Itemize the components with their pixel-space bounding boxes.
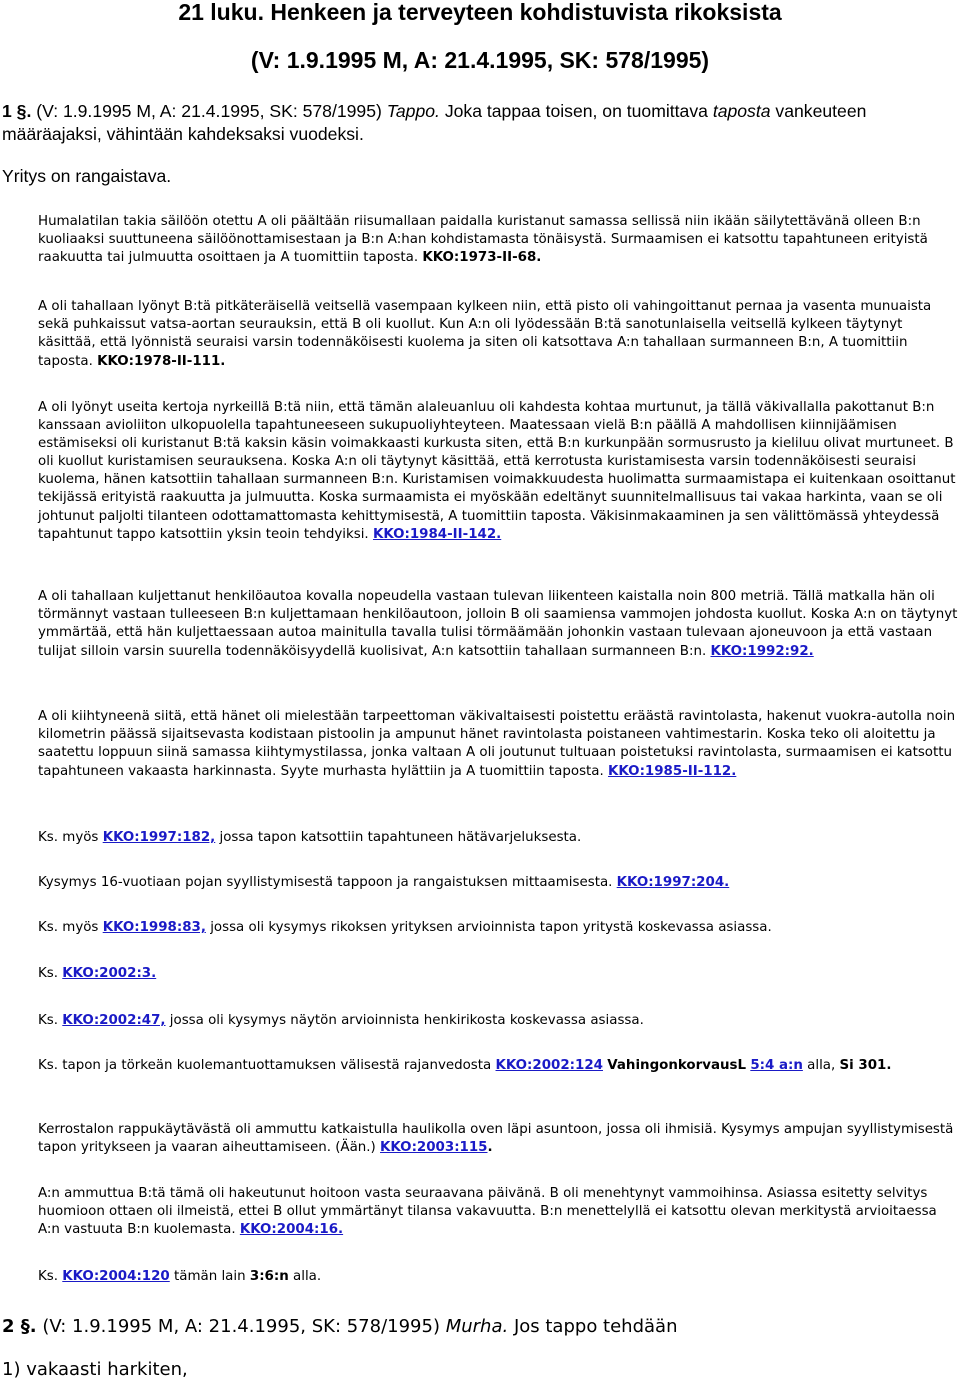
case-paragraph [38,1268,958,1286]
case-paragraph [38,213,958,268]
section-2 [2,1315,952,1338]
kko-link[interactable]: KKO:2002:47, [62,1013,166,1028]
case-text: A oli tahallaan kuljettanut henkilöautoa kovalla nopeudella vastaan tulevan liikenteen kaistalla noin 800 metriä. Tällä matkalla hän oli törmännyt vastaan tulleeseen B:n kuljettamaan henkilöautoon, jolloin B oli saamiensa vammojen johdosta kuollut. Koska A:n on täytynyt ymmärtää, että hän kuljettaessaan autoa mainitulla tavalla tulisi törmäämään johonkin vastaan tulevaan ajoneuvoon ja että vastaan tulijat silloin varsin suurella todennäköisyydellä kuolisivat, A:n katsottiin tahallaan surmanneen B:n. [38,589,958,659]
section-number: 1 §. [2,101,32,121]
case-paragraph [38,919,958,937]
section-1 [2,100,952,146]
law-name: VahingonkorvausL [607,1058,747,1073]
section-item: 1) vakaasti harkiten, [2,1359,188,1380]
case-reference: KKO:1978-II-111. [97,353,226,369]
case-source: Si 301. [839,1058,892,1073]
case-paragraph [38,829,958,847]
section-number: 2 §. [2,1316,37,1337]
chapter-amendment: (V: 1.9.1995 M, A: 21.4.1995, SK: 578/1995) [250,47,710,73]
case-reference: KKO:1973-II-68. [422,250,542,266]
case-text: A oli kiihtyneenä siitä, että hänet oli mielestään tarpeettoman väkivaltaisesti poistettu eräästä ravintolasta, hakenut vuokra-autolla noin kilometrin päässä sijaitsevasta kodistaan pistoolin ja ampunut hänet ravintolasta poistaneen vahtimestarin. Koska teko oli aloitettu ja saatettu loppuun siinä samassa kiihtymystilassa, jonka valtaan A oli joutunut tultuaan poistetuksi ravintolasta, surmaamisen ei katsottu tapahtuneen vakaasta harkinnasta. Syyte murhasta hylättiin ja A tuomittiin taposta. [38,709,956,779]
kko-link[interactable]: KKO:1997:182, [102,830,216,845]
kko-link[interactable]: KKO:1997:204. [616,875,730,890]
section-term: taposta [712,101,771,121]
case-text: A:n ammuttua B:tä tämä oli hakeutunut hoitoon vasta seuraavana päivänä. B oli menehtynyt vammoihinsa. Asiassa esitetty selvitys huomioon ottaen oli ilmeistä, ettei B ollut ymmärtänyt tilansa vakavuutta. B:n menettelyllä ei katsottu olevan merkitystä arvioitaessa A:n vastuuta B:n kuolemasta. [38,1186,937,1238]
kko-link[interactable]: KKO:2003:115 [380,1140,488,1156]
kko-link[interactable]: KKO:2004:16. [239,1222,344,1238]
trailing-period: . [487,1140,493,1156]
kko-link[interactable]: KKO:2002:3. [62,966,157,981]
case-paragraph [38,1012,958,1030]
kko-link[interactable]: KKO:1992:92. [710,643,814,659]
case-text: Humalatilan takia säilöön otettu A oli päältään riisumallaan paidalla kuristanut samassa sellissä niin ikään säilytettävänä olleen B:n kuoliaaksi suuttuneena säilöönottamisestaan ja B:n A:han kohdistamasta tönäisystä. Surmaamisen ei katsottu tapahtuneen erityistä raakuutta tai julmuutta osoittaen ja A tuomittiin taposta. [38,214,928,266]
case-prefix: Ks. [38,1269,59,1284]
section-ref: 3:6:n [249,1269,289,1284]
case-paragraph [38,298,958,371]
case-prefix: Ks. [38,1013,59,1028]
kko-link[interactable]: KKO:2002:124 [495,1058,603,1073]
case-prefix: Ks. myös [38,920,99,935]
case-prefix: Ks. myös [38,830,99,845]
section-text: Joka tappaa toisen, on tuomittava [444,101,708,121]
case-text: jossa tapon katsottiin tapahtuneen hätävarjeluksesta. [219,830,582,845]
kko-link[interactable]: KKO:2004:120 [62,1269,170,1284]
kko-link[interactable]: KKO:1998:83, [102,920,206,935]
case-paragraph [38,1121,958,1157]
section-link[interactable]: 5:4 a:n [750,1058,803,1073]
section-amendment: (V: 1.9.1995 M, A: 21.4.1995, SK: 578/1995) [42,1316,440,1337]
case-paragraph [38,399,960,544]
attempt-clause: Yritys on rangaistava. [2,166,172,186]
kko-link[interactable]: KKO:1984-II-142. [372,526,502,542]
case-text: jossa oli kysymys rikoksen yrityksen arvioinnista tapon yritystä koskevassa asiassa. [210,920,772,935]
case-paragraph [38,965,958,983]
case-text: jossa oli kysymys näytön arvioinnista henkirikosta koskevassa asiassa. [169,1013,644,1028]
case-text: A oli tahallaan lyönyt B:tä pitkäteräisellä veitsellä vasempaan kylkeen niin, että pisto oli vahingoittanut pernaa ja vasenta munuaista sekä puhkaissut vatsa-aortan seurauksin, että B oli kuollut. Kun A:n oli lyödessään B:tä sanotunlaisella veitsellä kylkeen täytynyt käsittää, että lyönnistä seuraisi varsin todennäköisesti kuolema ja siten oli katsottava A:n tahallaan surmanneen B:n, A tuomittiin taposta. [38,299,932,369]
case-paragraph [38,708,958,781]
chapter-title: 21 luku. Henkeen ja terveyteen kohdistuvista rikoksista [178,0,782,25]
case-text: A oli lyönyt useita kertoja nyrkeillä B:tä niin, että tämän alaleuanluu oli kahdesta kohtaa murtunut, ja tällä väkivallalla pakottanut B:n kanssaan avioliiton ulkopuolella tapahtuneeseen sukupuoliyhteyteen. Maatessaan vielä B:n päällä A mahdollisen kiinnijäämisen estämiseksi oli kuristanut B:tä kaksin käsin voimakkaasti kurkusta siten, että B:n kurkunpään sormusrusto ja kieliluu olivat murtuneet. B oli kuollut kuristamisen seurauksena. Koska A:n oli täytynyt käsittää, että kerrotusta kuristamisesta varsin todennäköisesti seuraisi kuolema, hänen katsottiin tahallaan surmanneen B:n. Kuristamisen voimakkuudesta huolimatta surmaamistapa ei kuitenkaan osoittanut tekijässä erityistä raakuutta ja julmuutta. Koska surmaamista ei myöskään edeltänyt suunnitelmallisuus tai vakaa harkinta, vaan se oli johtunut paljolti tilanteen odottamattomasta kehittymisestä, A tuomittiin taposta. Väkisinmakaaminen ja sen välittömässä yhteydessä tapahtunut tappo katsottiin yksin teoin tehdyiksi. [38,400,956,542]
case-paragraph [38,588,958,661]
case-text: tämän lain [174,1269,246,1284]
case-text-tail: alla, [807,1058,836,1073]
section-heading: Murha. [445,1316,509,1337]
kko-link[interactable]: KKO:1985-II-112. [608,763,737,779]
case-text: Ks. tapon ja törkeän kuolemantuottamuksen välisestä rajanvedosta [38,1058,492,1073]
case-paragraph [38,1057,958,1075]
case-prefix: Ks. [38,966,59,981]
section-text: Jos tappo tehdään [513,1316,678,1337]
case-text: Kysymys 16-vuotiaan pojan syyllistymisestä tappoon ja rangaistuksen mittaamisesta. [38,875,613,890]
case-paragraph [38,874,958,892]
case-text-tail: alla. [293,1269,322,1284]
case-paragraph [38,1185,958,1240]
section-heading: Tappo. [386,101,440,121]
case-text: Kerrostalon rappukäytävästä oli ammuttu katkaistulla haulikolla oven läpi asuntoon, jossa oli ihmisiä. Kysymys ampujan syyllistymisestä tapon yritykseen ja vaaran aiheuttamiseen. (Ään.) [38,1122,954,1156]
section-text-cont: vankeuteen määräajaksi, vähintään kahdeksaksi vuodeksi. [2,101,867,144]
section-amendment: (V: 1.9.1995 M, A: 21.4.1995, SK: 578/1995) [36,101,382,121]
